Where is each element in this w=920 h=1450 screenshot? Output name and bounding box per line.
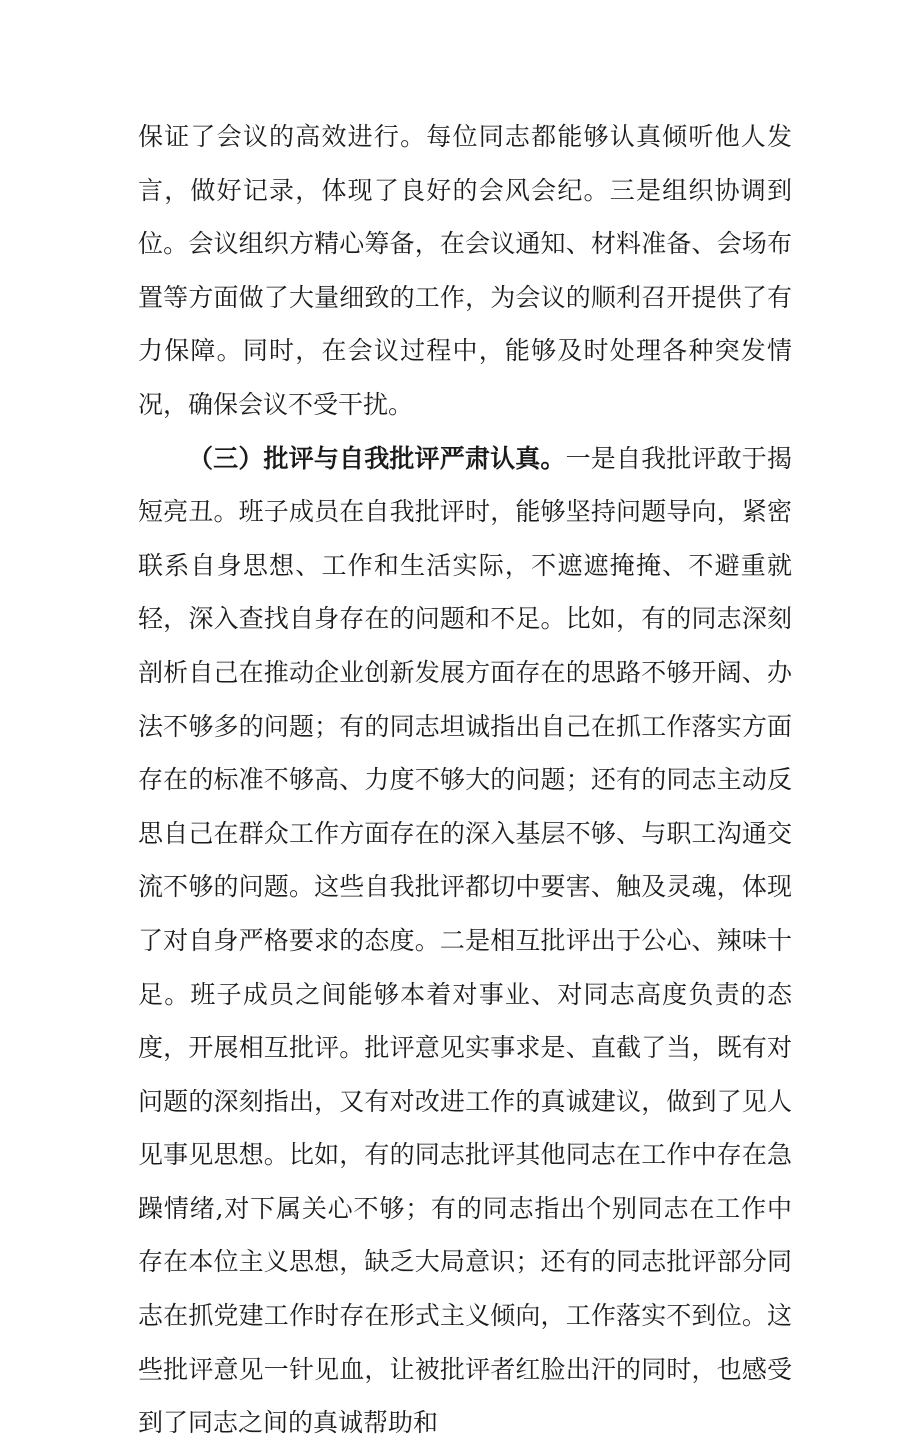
section-heading: （三）批评与自我批评严肃认真。 xyxy=(188,443,566,473)
document-body xyxy=(138,110,792,1450)
paragraph-continued: 保证了会议的高效进行。每位同志都能够认真倾听他人发言，做好记录，体现了良好的会风会纪。三是组织协调到位。会议组织方精心筹备，在会议通知、材料准备、会场布置等方面做了大量细致的工作，为会议的顺利召开提供了有力保障。同时，在会议过程中，能够及时处理各种突发情况，确保会议不受干扰。 xyxy=(138,122,792,419)
section-body: 一是自我批评敢于揭短亮丑。班子成员在自我批评时，能够坚持问题导向，紧密联系自身思想、工作和生活实际，不遮遮掩掩、不避重就轻，深入查找自身存在的问题和不足。比如，有的同志深刻剖析自己在推动企业创新发展方面存在的思路不够开阔、办法不够多的问题；有的同志坦诚指出自己在抓工作落实方面存在的标准不够高、力度不够大的问题；还有的同志主动反思自己在群众工作方面存在的深入基层不够、与职工沟通交流不够的问题。这些自我批评都切中要害、触及灵魂，体现了对自身严格要求的态度。二是相互批评出于公心、辣味十足。班子成员之间能够本着对事业、对同志高度负责的态度，开展相互批评。批评意见实事求是、直截了当，既有对问题的深刻指出，又有对改进工作的真诚建议，做到了见人见事见思想。比如，有的同志批评其他同志在工作中存在急躁情绪,对下属关心不够；有的同志指出个别同志在工作中存在本位主义思想，缺乏大局意识；还有的同志批评部分同志在抓党建工作时存在形式主义倾向，工作落实不到位。这些批评意见一针见血，让被批评者红脸出汗的同时，也感受到了同志之间的真诚帮助和 xyxy=(138,443,792,1438)
paragraph-section-3 xyxy=(138,432,792,1450)
